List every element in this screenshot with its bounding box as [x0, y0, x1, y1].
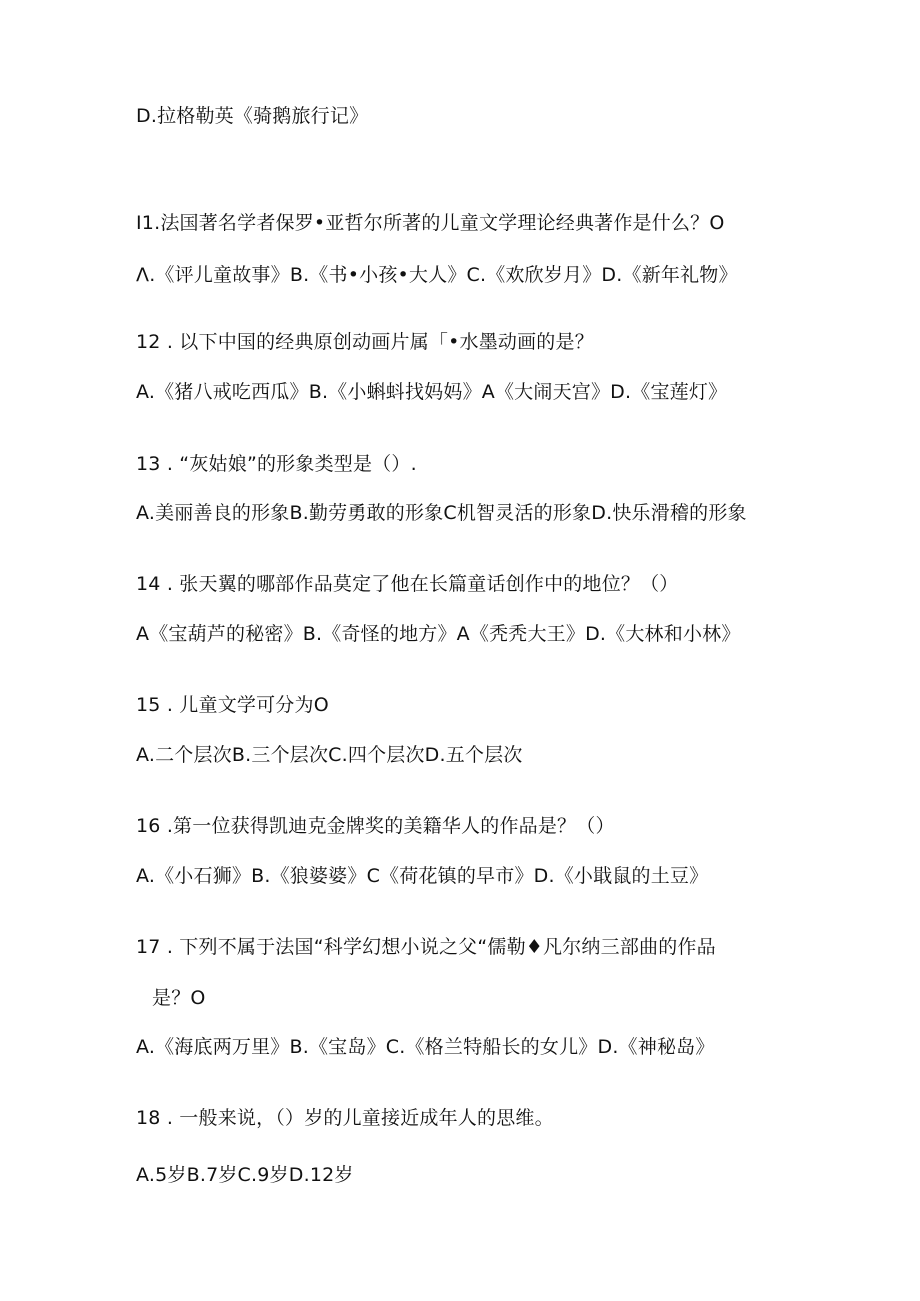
question-16-options: A.《小石狮》B.《狼婆婆》C《荷花镇的早市》D.《小戢鼠的土豆》 [136, 865, 709, 887]
question-16: 16 .第一位获得凯迪克金牌奖的美籍华人的作品是？（） [136, 815, 615, 837]
question-12-options: A.《猪八戒吃西瓜》B.《小蝌蚪找妈妈》A《大闹天宫》D.《宝莲灯》 [136, 381, 728, 403]
question-11-options: Λ.《评儿童故事》B.《书•小孩•大人》C.《欢欣岁月》D.《新年礼物》 [136, 264, 738, 286]
question-14-options: A《宝葫芦的秘密》B.《奇怪的地方》A《秃秃大王》D.《大林和小林》 [136, 623, 741, 645]
question-15-options: A.二个层次B.三个层次C.四个层次D.五个层次 [136, 744, 523, 766]
question-17-options: A.《海底两万里》B.《宝岛》C.《格兰特船长的女儿》D.《神秘岛》 [136, 1036, 715, 1058]
question-14: 14 . 张天翼的哪部作品莫定了他在长篇童话创作中的地位？（） [136, 573, 679, 595]
question-13-options: A.美丽善良的形象B.勤劳勇敢的形象C机智灵活的形象D.快乐滑稽的形象 [136, 502, 747, 524]
question-18-options: A.5岁B.7岁C.9岁D.12岁 [136, 1164, 354, 1186]
question-11: I1.法国著名学者保罗•亚哲尔所著的儿童文学理论经典著作是什么？O [136, 212, 725, 234]
question-15: 15 . 儿童文学可分为O [136, 694, 329, 716]
question-18: 18 . 一般来说，（）岁的儿童接近成年人的思维。 [136, 1107, 554, 1129]
question-12: 12 . 以下中国的经典原创动画片属「•水墨动画的是？ [136, 331, 594, 353]
question-17: 17 . 下列不属于法国“科学幻想小说之父“儒勒♦凡尔纳三部曲的作品 [136, 936, 716, 958]
question-17-continued: 是？O [152, 987, 206, 1009]
answer-option-line: D.拉格勒英《骑鹅旅行记》 [136, 105, 369, 127]
question-13: 13 . “灰姑娘”的形象类型是（）. [136, 453, 417, 475]
